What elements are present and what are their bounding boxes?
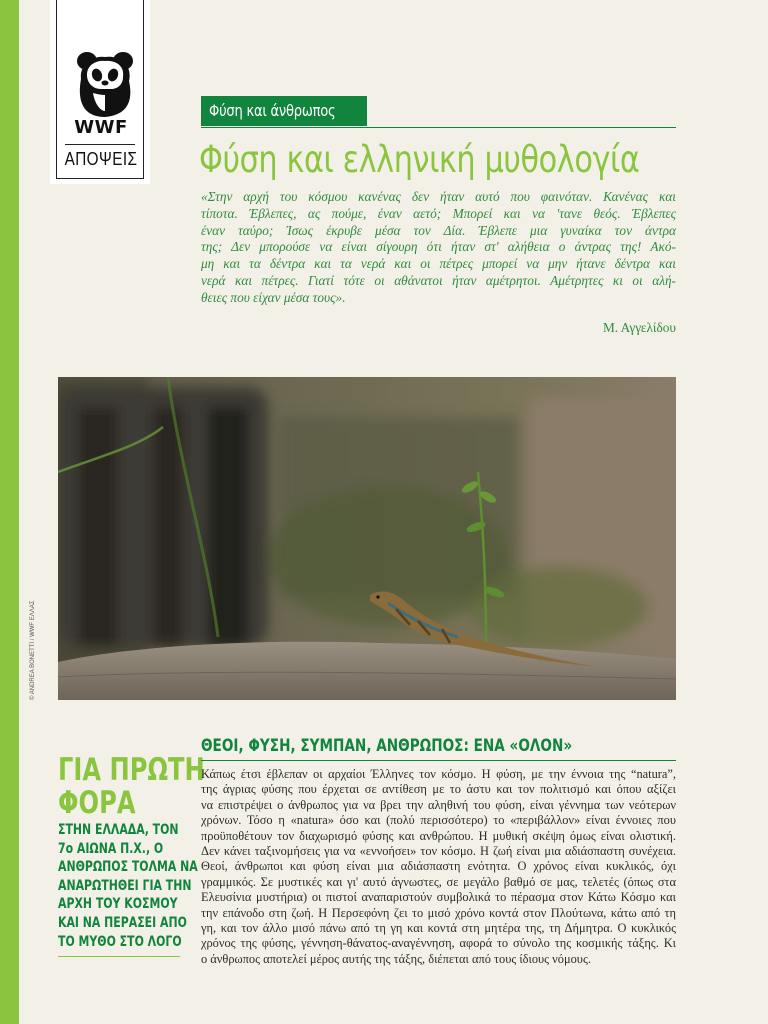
callout-line: ΑΝΑΡΩΤΗΘΕΙ ΓΙΑ ΤΗΝ — [58, 877, 192, 894]
subhead-rule — [201, 760, 676, 761]
section-tag: Φύση και άνθρωπος — [201, 96, 367, 126]
callout-line: ΣΤΗΝ ΕΛΛΑΔΑ, ΤΟΝ — [58, 822, 179, 838]
quote-line: μη και τα δέντρα και τα νερά και οι πέτρες μπορεί να μην ήτανε δέντρα και — [201, 256, 676, 272]
green-side-bar — [0, 0, 19, 1024]
body-line: προϋποθέτουν τον διαχωρισμό φύσης και ανθρώπου. Η μυθική σκέψη όμως είναι ολιστική. — [201, 828, 676, 843]
body-line: γη, και τον άλλο μισό πάνω από τη γη και κοντά στη μητέρα της, τη Δήμητρα. Ο κυκλικός — [201, 920, 676, 935]
quote-line: τίποτα. Έβλεπες, ας πούμε, έναν αετό; Μπορεί και να 'τανε θεός. Έβλεπες — [201, 205, 676, 221]
column-label: ΑΠΟΨΕΙΣ — [64, 149, 138, 169]
callout-line: ΑΡΧΗ ΤΟΥ ΚΟΣΜΟΥ — [58, 896, 178, 913]
quote-line: «Στην αρχή του κόσμου κανένας δεν ήταν αυτό που φαινόταν. Κανένας και — [201, 189, 676, 204]
callout-title-line: ΓΙΑ ΠΡΩΤΗ — [58, 752, 205, 788]
body-line: την επάνοδο στη ζωή. Η Περσεφόνη ζει το μισό χρόνο κοντά στον Πλούτωνα, κάτω από τη — [201, 905, 676, 920]
callout-line: ΑΝΘΡΩΠΟΣ ΤΟΛΜΑ ΝΑ — [58, 859, 198, 876]
logo-divider — [65, 144, 135, 145]
quote-line: θειες που είχαν μέσα τους». — [201, 289, 346, 305]
article-subhead: ΘΕΟΙ, ΦΥΣΗ, ΣΥΜΠΑΝ, ΑΝΘΡΩΠΟΣ: ΕΝΑ «ΟΛΟΝ» — [201, 736, 573, 756]
body-line: Ελευσίνια μυστήρια) οι πιστοί αναπαριστούν συμβολικά το πέρασμα στον Κάτω Κόσμο και — [201, 890, 676, 905]
logo-frame — [56, 0, 144, 179]
quote-line: έναν ταύρο; Ίσως έκρυβε μέσα τον Δία. Έβλεπε μια γυναίκα τον άντρα — [201, 222, 676, 238]
quote-attribution: Μ. Αγγελίδου — [602, 320, 676, 335]
callout-title-line: ΦΟΡΑ — [58, 785, 136, 821]
quote-line: νερά και πέτρες. Γιατί τότε οι αθάνατοι ήταν αμέτρητοι. Αμέτρητες κι οι αλή- — [201, 272, 676, 288]
callout-line: ΤΟ ΜΥΘΟ ΣΤΟ ΛΟΓΟ — [58, 933, 182, 950]
body-line: Δεν κάνει ταξινομήσεις για να «εννοήσει» τον κόσμο. Η ζωή είναι μια αδιάσπαστη συνέχεια. — [201, 843, 676, 858]
callout-rule — [58, 956, 180, 957]
photo-credit: © ANDREA BONETTI / WWF ΕΛΛΑΣ — [30, 600, 36, 700]
lizard-photo — [58, 377, 676, 700]
article-body — [201, 767, 676, 967]
callout-title — [58, 752, 205, 821]
quote-block — [201, 189, 676, 307]
panda-icon — [73, 49, 137, 119]
callout-body — [58, 821, 198, 951]
body-line: να επιστρέψει ο άνθρωπος για να βρει την αληθινή του φύση, είναι γέννημα των νεότερων — [201, 797, 676, 812]
quote-line: της; Δεν μπορούσε να είναι σίγουρη ότι ήταν στ' αλήθεια ο άντρας της! Ακό- — [201, 239, 676, 255]
body-line: χρόνων. Τόσο η «natura» όσο και (πολύ περισσότερο) το «περιβάλλον» είναι έννοιες που — [201, 813, 676, 828]
body-line: της άγριας φύσης που έρχεται σε αντίθεση με το άστυ και τον πολιτισμό και όπου αξίζει — [201, 782, 676, 797]
section-rule — [201, 127, 676, 128]
wwf-logo-box — [50, 0, 150, 184]
body-line: Θεοί, άνθρωποι και φύση είναι μια αδιάσπαστη ενότητα. Ο χρόνος είναι κυκλικός, όχι — [201, 859, 676, 874]
wwf-wordmark: WWF — [74, 117, 128, 138]
body-line: χρόνος της φύσης, γέννηση-θάνατος-αναγέννηση, αφορά το σύνολο της κοσμικής τάξης. Κι — [201, 936, 676, 951]
callout-line: 7ο ΑΙΩΝΑ Π.Χ., Ο — [58, 840, 164, 857]
page-title: Φύση και ελληνική μυθολογία — [199, 138, 640, 181]
body-line: ο άνθρωπος αποτελεί μέρος αυτής της τάξης, διέπεται από τους ίδιους νόμους. — [201, 951, 591, 966]
callout-line: ΚΑΙ ΝΑ ΠΕΡΑΣΕΙ ΑΠΟ — [58, 914, 187, 931]
body-line: γραμμικός. Σε μυστικές και γι' αυτό άγνωστες, σε μεγάλο βαθμό σε μας, τελετές (όπως στα — [201, 874, 676, 889]
body-line: Κάπως έτσι έβλεπαν οι αρχαίοι Έλληνες τον κόσμο. Η φύση, με την έννοια της “natura”, — [201, 767, 676, 781]
